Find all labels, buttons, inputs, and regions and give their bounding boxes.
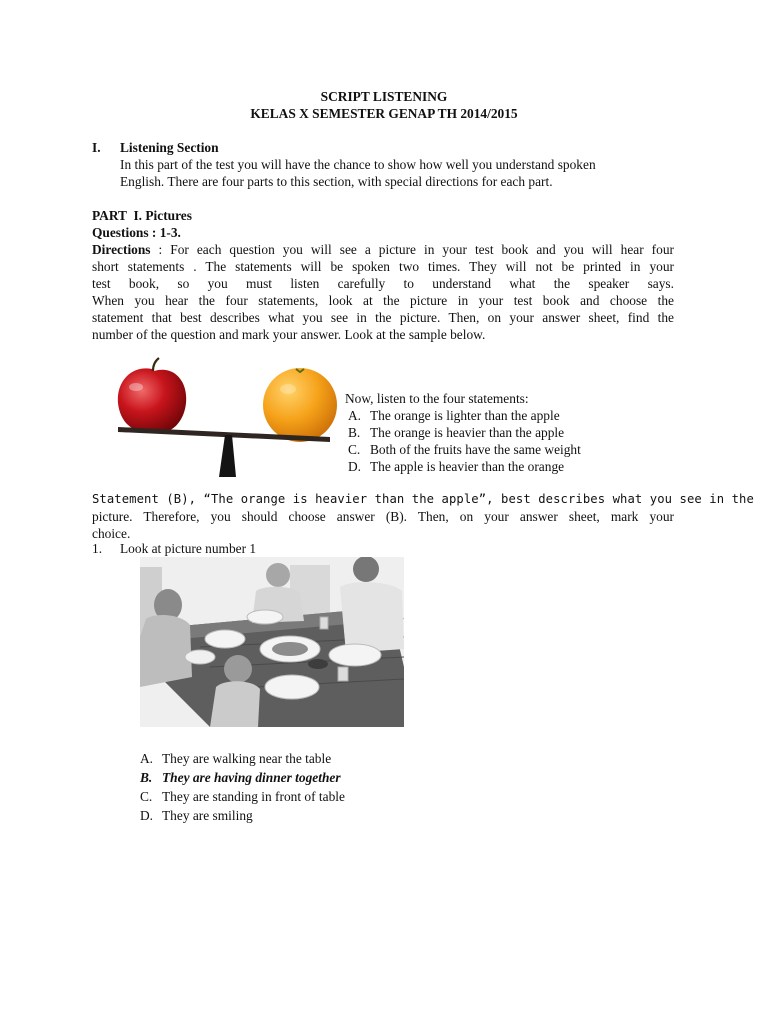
q1-option-a: A. They are walking near the table	[140, 751, 332, 766]
explanation-line-3: choice.	[92, 526, 131, 541]
part-title: PART I. Pictures	[92, 208, 192, 223]
orange-icon	[263, 368, 337, 442]
instructions-line-1: When you hear the four statements, look at the picture in your test book and choose the	[92, 293, 674, 308]
question-number: 1.	[92, 541, 103, 556]
page-subtitle: KELAS X SEMESTER GENAP TH 2014/2015	[250, 106, 518, 121]
instructions-paragraph	[92, 292, 674, 343]
question-prompt: Look at picture number 1	[120, 541, 257, 556]
questions-range: Questions : 1-3.	[92, 225, 181, 240]
apple-icon	[118, 358, 186, 432]
directions-line-1: : For each question you will see a picture in your test book and you will hear four	[150, 242, 674, 257]
directions-line-2: short statements . The statements will be spoken two times. They will not be printed in your	[92, 259, 674, 274]
balance-fulcrum	[219, 435, 236, 477]
section-title: Listening Section	[120, 140, 219, 155]
sample-intro: Now, listen to the four statements:	[345, 391, 529, 406]
section-intro-line-1: In this part of the test you will have the chance to show how well you understand spoken	[120, 157, 596, 172]
balance-illustration	[112, 357, 342, 482]
directions-label: Directions	[92, 242, 151, 257]
explanation-paragraph	[92, 491, 754, 542]
apple-orange-balance-image	[112, 357, 342, 482]
sample-option-c: C. Both of the fruits have the same weight	[348, 442, 581, 457]
dinner-scene	[140, 557, 404, 727]
sample-option-d: D. The apple is heavier than the orange	[348, 459, 565, 474]
directions-paragraph	[92, 241, 674, 292]
explanation-line-2: picture. Therefore, you should choose answer (B). Then, on your answer sheet, mark your	[92, 509, 674, 524]
family-dinner-photo	[140, 557, 404, 727]
instructions-line-2: statement that best describes what you see in the picture. Then, on your answer sheet, find the	[92, 310, 674, 325]
sample-option-b: B. The orange is heavier than the apple	[348, 425, 565, 440]
q1-option-b: B. They are having dinner together	[140, 770, 341, 785]
page-title: SCRIPT LISTENING	[320, 89, 448, 104]
section-intro-line-2: English. There are four parts to this section, with special directions for each part.	[120, 174, 553, 189]
q1-option-c: C. They are standing in front of table	[140, 789, 345, 804]
section-number: I.	[92, 140, 101, 155]
explanation-line-1: Statement (B), “The orange is heavier than the apple”, best describes what you see in the	[92, 492, 754, 506]
q1-option-d: D. They are smiling	[140, 808, 253, 823]
sample-option-a: A. The orange is lighter than the apple	[348, 408, 560, 423]
directions-line-3: test book, so you must listen carefully to understand what the speaker says.	[92, 276, 674, 291]
instructions-line-3: number of the question and mark your answer. Look at the sample below.	[92, 327, 486, 342]
